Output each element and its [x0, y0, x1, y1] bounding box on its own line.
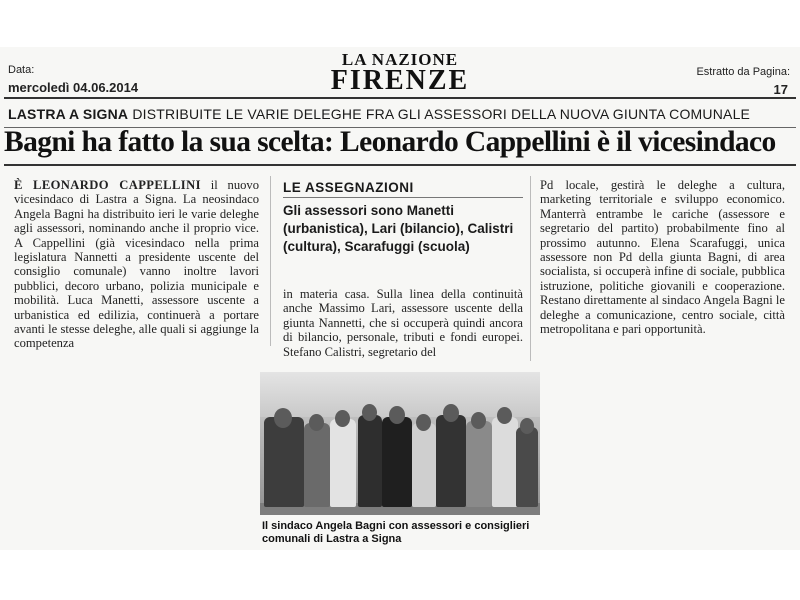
headline-rule	[4, 164, 796, 166]
article-lead: È LEONARDO CAPPELLINI	[14, 178, 201, 192]
photo-caption: Il sindaco Angela Bagni con assessori e consiglieri comunali di Lastra a Signa	[262, 520, 530, 545]
assignments-box	[283, 180, 523, 276]
photo-person	[492, 417, 518, 507]
photo-person	[412, 423, 436, 507]
photo-person-head	[471, 412, 486, 429]
assignments-title: LE ASSEGNAZIONI	[283, 180, 523, 198]
photo-person-head	[443, 404, 459, 422]
photo-person-head	[309, 414, 324, 431]
page-number: 17	[773, 82, 788, 97]
kicker-place: LASTRA A SIGNA	[8, 106, 129, 122]
masthead-city: FIRENZE	[330, 65, 470, 96]
photo-person-head	[362, 404, 377, 421]
article-column-2: in materia casa. Sulla linea della continuità anche Massimo Lari, assessore uscente della giunta Nannetti, che si occuperà quindi ancora di bilancio, personale, tributi e fondi europei. Stefano Calistri, segretario del	[283, 287, 523, 359]
column-divider	[270, 176, 271, 346]
photo-person	[264, 417, 304, 507]
photo-person-head	[497, 407, 512, 424]
date-label: Data:	[8, 64, 35, 76]
kicker-text: DISTRIBUITE LE VARIE DELEGHE FRA GLI ASSESSORI DELLA NUOVA GIUNTA COMUNALE	[132, 106, 751, 122]
extract-label: Estratto da Pagina:	[696, 66, 790, 78]
photo-person	[330, 419, 356, 507]
photo-person	[516, 427, 538, 507]
photo-person	[436, 415, 466, 507]
article-column-1	[14, 178, 259, 351]
assignments-body: Gli assessori sono Manetti (urbanistica), Lari (bilancio), Calistri (cultura), Scarafuggi (scuola)	[283, 203, 514, 254]
photo-person	[382, 417, 412, 507]
photo-person-head	[274, 408, 292, 428]
article-col1-text: il nuovo vicesindaco di Lastra a Signa. La neosindaco Angela Bagni ha distribuito ieri le varie deleghe agli assessori, nominando anche il proprio vice. A Cappellini (già vicesindaco nella prima legislatura Nannetti a presidente uscente del consiglio comunale) vanno inoltre lavori pubblici, decoro urbano, polizia municipale e mobilità. Luca Manetti, assessore uscente a urbanistica ed edilizia, continuerà a portare avanti le stesse deleghe, alle quali si aggiunge la competenza	[14, 178, 260, 351]
photo-person-head	[335, 410, 350, 427]
group-photo	[260, 372, 540, 515]
photo-person	[358, 415, 382, 507]
photo-person-head	[416, 414, 431, 431]
kicker	[8, 106, 750, 122]
headline: Bagni ha fatto la sua scelta: Leonardo Cappellini è il vicesindaco	[4, 126, 776, 158]
masthead-newspaper: LA NAZIONE	[341, 50, 459, 69]
date-value: mercoledì 04.06.2014	[8, 80, 139, 95]
header-rule	[4, 97, 796, 99]
article-column-3: Pd locale, gestirà le deleghe a cultura, marketing territoriale e sviluppo economico. Manterrà entrambe le cariche (assessore e segretario del partito) probabilmente fino al prossimo autunno. Elena Scarafuggi, unica assessore non Pd della giunta Bagni, di area socialista, si occuperà infine di sociale, pubblica istruzione, politiche giovanili e cooperazione. Restano direttamente al sindaco Angela Bagni le deleghe a comunicazione, centro sociale, città metropolitana e pari opportunità.	[540, 178, 785, 337]
photo-person	[304, 423, 330, 507]
photo-person-head	[520, 418, 534, 434]
photo-person-head	[389, 406, 405, 424]
photo-person	[466, 421, 492, 507]
column-divider	[530, 176, 531, 361]
